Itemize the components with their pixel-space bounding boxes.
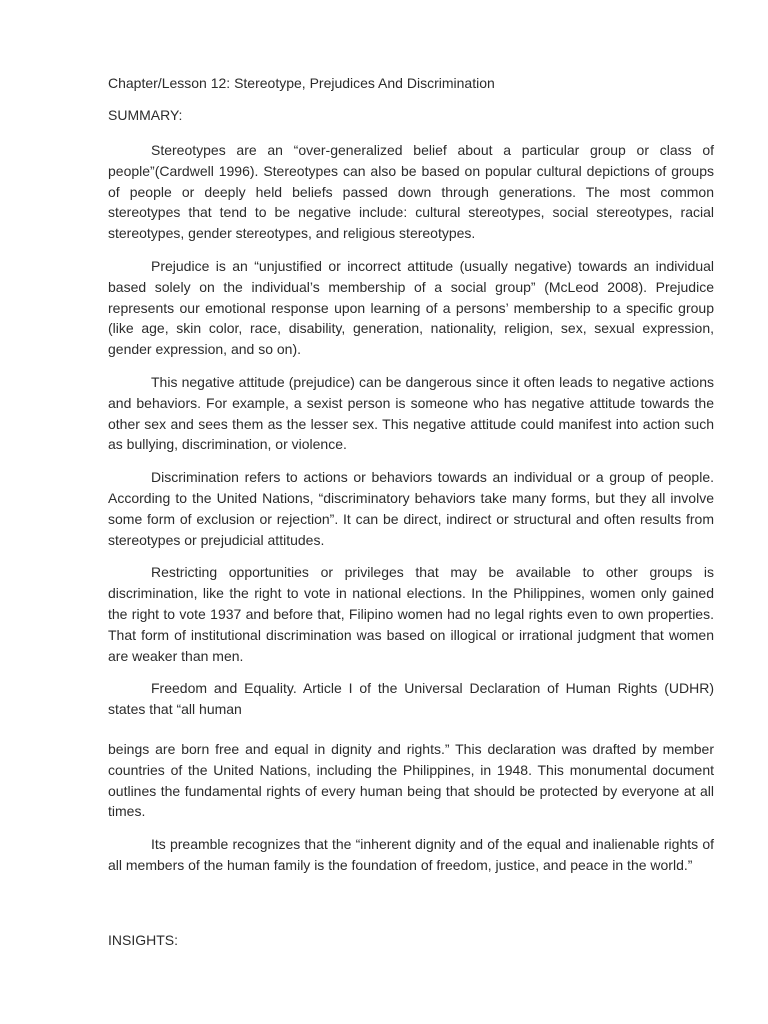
insights-heading: INSIGHTS:: [108, 932, 179, 948]
paragraph-udhr-continuation: beings are born free and equal in dignity and rights.” This declaration was drafted by member countries of the United Nations, including the Philippines, in 1948. This monumental document outlines the fundamental rights of every human being that should be protected by everyone at all times.: [108, 740, 714, 820]
paragraph-preamble: Its preamble recognizes that the “inherent dignity and of the equal and inalienable rights of all members of the human family is the foundation of freedom, justice, and peace in the world.”: [108, 836, 714, 873]
paragraph-freedom-equality: Freedom and Equality. Article I of the Universal Declaration of Human Rights (UDHR) states that “all human: [108, 680, 714, 718]
summary-heading: SUMMARY:: [108, 107, 183, 123]
paragraph-negative-attitude: This negative attitude (prejudice) can be dangerous since it often leads to negative actions and behaviors. For example, a sexist person is someone who has negative attitude towards the other sex and sees them as the lesser sex. This negative attitude could manifest into action such as bullying, discrimination, or violence.: [108, 373, 714, 453]
document-body: [108, 73, 714, 876]
paragraph-prejudice: Prejudice is an “unjustified or incorrect attitude (usually negative) towards an individual based solely on the individual’s membership of a social group” (McLeod 2008). Prejudice represents our emotional response upon learning of a persons’ membership to a specific group (like age, skin color, race, disability, generation, nationality, religion, sex, sexual expression, gender expression, and so on).: [108, 257, 714, 358]
paragraph-stereotypes: Stereotypes are an “over-generalized belief about a particular group or class of people”(Cardwell 1996). Stereotypes can also be based on popular cultural depictions of groups of people or deeply held beliefs passed down through generations. The most common stereotypes that tend to be negative include: cultural stereotypes, social stereotypes, racial stereotypes, gender stereotypes, and religious stereotypes.: [108, 142, 714, 242]
document-title: Chapter/Lesson 12: Stereotype, Prejudices And Discrimination: [108, 75, 495, 91]
paragraph-discrimination: Discrimination refers to actions or behaviors towards an individual or a group of people. According to the United Nations, “discriminatory behaviors take many forms, but they all involve some form of exclusion or rejection”. It can be direct, indirect or structural and often results from stereotypes or prejudicial attitudes.: [108, 469, 714, 548]
paragraph-restricting-opportunities: Restricting opportunities or privileges that may be available to other groups is discrimination, like the right to vote in national elections. In the Philippines, women only gained the right to vote 1937 and before that, Filipino women had no legal rights even to own properties. That form of institutional discrimination was based on illogical or irrational judgment that women are weaker than men.: [108, 564, 714, 664]
